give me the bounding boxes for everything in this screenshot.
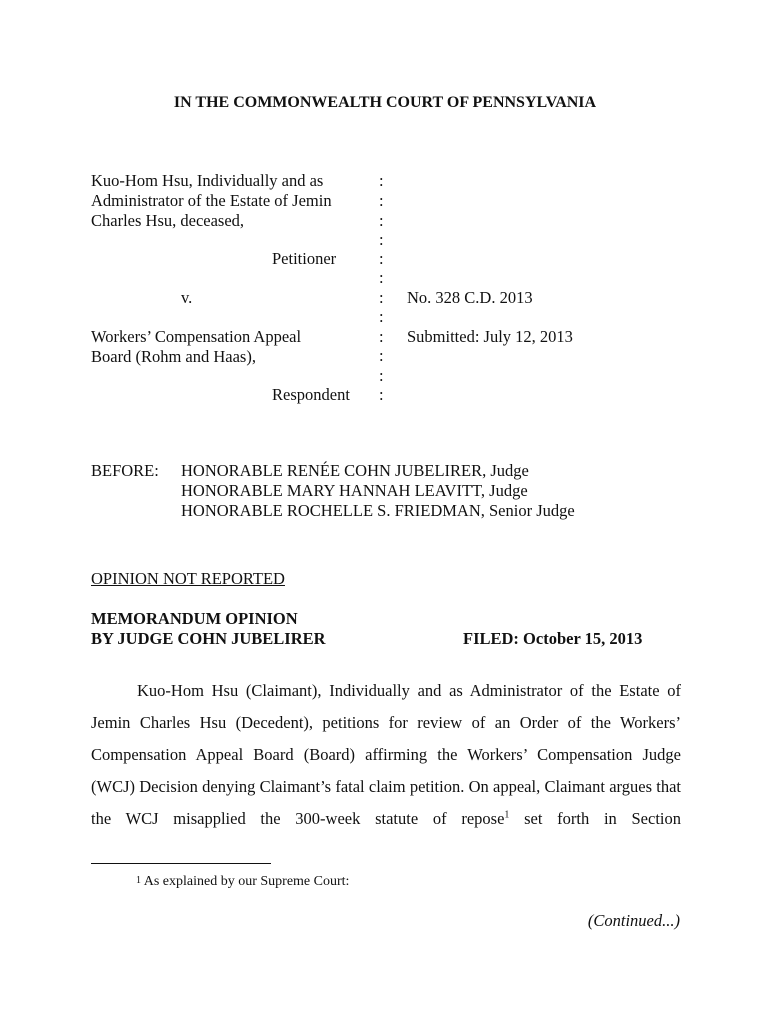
petitioner-name-line-1: Kuo-Hom Hsu, Individually and as (91, 171, 324, 190)
petitioner-label: Petitioner (272, 249, 337, 268)
footnote-divider (91, 863, 271, 864)
filed-date: FILED: October 15, 2013 (463, 629, 643, 648)
body-text: Kuo-Hom Hsu (Claimant), Individually and as Administrator of the Estate of Jemin Charles Hsu (Decedent), petitions for review of an Order of the Workers’ Compensation Appeal Board (Board) affirming the Workers’ Compensation Judge (WCJ) Decision denying Claimant’s fatal claim petition. On appeal, Claimant argues that the WCJ misapplied the 300-week statute of repose (91, 681, 681, 828)
caption-colon: : (379, 307, 384, 326)
petitioner-name-line-2: Administrator of the Estate of Jemin (91, 191, 332, 210)
submitted-date: Submitted: July 12, 2013 (407, 327, 573, 346)
caption-colon: : (379, 385, 384, 404)
petitioner-name-line-3: Charles Hsu, deceased, (91, 211, 245, 230)
body-text-continued: set forth in Section (509, 809, 681, 828)
caption-colon: : (379, 346, 384, 365)
footnote-reference[interactable]: 1 (504, 809, 510, 821)
caption-colon: : (379, 191, 384, 210)
respondent-name-line-1: Workers’ Compensation Appeal (91, 327, 302, 346)
caption-colon: : (379, 171, 384, 190)
docket-number: No. 328 C.D. 2013 (407, 288, 533, 307)
continued-marker: (Continued...) (587, 911, 680, 930)
judge-line: HONORABLE ROCHELLE S. FRIEDMAN, Senior Judge (181, 501, 575, 520)
opinion-body (91, 675, 681, 835)
caption-colon: : (379, 249, 384, 268)
judge-line: HONORABLE MARY HANNAH LEAVITT, Judge (181, 481, 528, 500)
judge-line: HONORABLE RENÉE COHN JUBELIRER, Judge (181, 461, 529, 480)
memorandum-author: BY JUDGE COHN JUBELIRER (91, 629, 326, 648)
caption-colon: : (379, 211, 384, 230)
footnote-number: 1 (136, 875, 141, 886)
footnote-text: As explained by our Supreme Court: (143, 874, 350, 889)
versus: v. (181, 288, 193, 307)
caption-colon: : (379, 268, 384, 287)
opinion-not-reported: OPINION NOT REPORTED (91, 569, 285, 588)
respondent-label: Respondent (272, 385, 350, 404)
caption-colon: : (379, 288, 384, 307)
memorandum-heading: MEMORANDUM OPINION (91, 609, 298, 628)
footnote (136, 872, 349, 893)
before-label: BEFORE: (91, 461, 159, 480)
court-title: IN THE COMMONWEALTH COURT OF PENNSYLVANIA (173, 94, 597, 111)
caption-colon: : (379, 327, 384, 346)
body-paragraph (91, 675, 681, 835)
caption-colon: : (379, 230, 384, 249)
caption-colon: : (379, 366, 384, 385)
respondent-name-line-2: Board (Rohm and Haas), (91, 347, 256, 366)
